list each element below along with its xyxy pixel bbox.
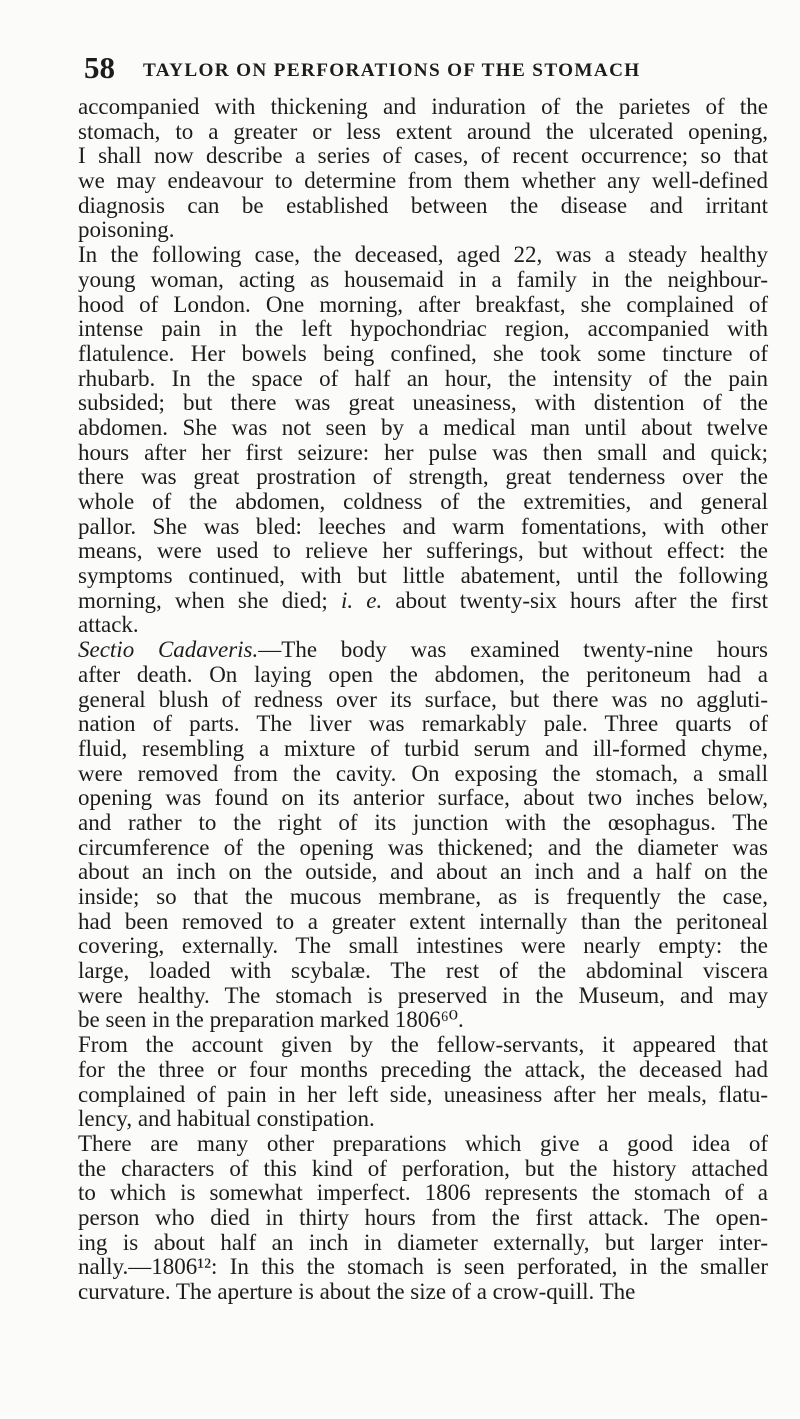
text-line: to which is somewhat imperfect. 1806 represents the stomach of a	[78, 1180, 768, 1206]
text-line: attack.	[78, 612, 139, 638]
text-line: intense pain in the left hypochondriac region, accompanied with	[78, 316, 768, 342]
text-line: were healthy. The stomach is preserved in the Museum, and may	[78, 982, 768, 1008]
text-line: hours after her first seizure: her pulse was then small and quick;	[78, 439, 768, 465]
text-line: Sectio Cadaveris.—The body was examined twenty-nine hours	[78, 637, 768, 663]
text-line: there was great prostration of strength, great tenderness over the	[78, 464, 768, 490]
text-line: after death. On laying open the abdomen, the peritoneum had a	[78, 661, 768, 687]
text-line: and rather to the right of its junction with the œsophagus. The	[78, 809, 768, 835]
text-line: accompanied with thickening and induration of the parietes of the	[78, 94, 768, 119]
text-line: nally.—1806¹²: In this the stomach is seen perforated, in the smaller	[78, 1254, 768, 1280]
text-line: general blush of redness over its surface, but there was no aggluti-	[78, 686, 768, 712]
text-line: curvature. The aperture is about the size of a crow-quill. The	[78, 1279, 636, 1304]
text-line: In the following case, the deceased, aged 22, was a steady healthy	[78, 242, 768, 268]
text-line: young woman, acting as housemaid in a family in the neighbour-	[78, 266, 768, 292]
text-line: inside; so that the mucous membrane, as is frequently the case,	[78, 884, 768, 909]
text-line: ing is about half an inch in diameter externally, but larger inter-	[78, 1229, 768, 1255]
text-line: we may endeavour to determine from them whether any well-defined	[78, 168, 768, 194]
page-number: 58	[84, 50, 115, 85]
text-line: stomach, to a greater or less extent around the ulcerated opening,	[78, 118, 768, 144]
text-line: pallor. She was bled: leeches and warm fomentations, with other	[78, 513, 768, 539]
text-line: for the three or four months preceding the attack, the deceased had	[78, 1056, 768, 1082]
body-text	[78, 95, 768, 1305]
text-line: were removed from the cavity. On exposing the stomach, a small	[78, 760, 768, 786]
text-line: large, loaded with scybalæ. The rest of the abdominal viscera	[78, 958, 768, 984]
text-line: flatulence. Her bowels being confined, she took some tincture of	[78, 340, 768, 366]
text-line: person who died in thirty hours from the first attack. The open-	[78, 1204, 768, 1230]
text-line: hood of London. One morning, after breakfast, she complained of	[78, 291, 768, 317]
text-line: subsided; but there was great uneasiness, with distention of the	[78, 390, 768, 416]
text-line: symptoms continued, with but little abatement, until the following	[78, 563, 768, 589]
text-line: be seen in the preparation marked 1806⁶⁰.	[78, 1007, 464, 1033]
text-line: circumference of the opening was thickened; and the diameter was	[78, 834, 768, 860]
text-line: poisoning.	[78, 217, 175, 243]
text-line: fluid, resembling a mixture of turbid serum and ill-formed chyme,	[78, 735, 768, 761]
text-line: had been removed to a greater extent internally than the peritoneal	[78, 908, 768, 934]
running-head: TAYLOR ON PERFORATIONS OF THE STOMACH	[143, 60, 641, 81]
text-line: rhubarb. In the space of half an hour, the intensity of the pain	[78, 365, 768, 391]
text-line: the characters of this kind of perforation, but the history attached	[78, 1155, 768, 1181]
text-line: abdomen. She was not seen by a medical man until about twelve	[78, 414, 768, 440]
text-line: opening was found on its anterior surface, about two inches below,	[78, 785, 768, 811]
text-line: nation of parts. The liver was remarkably pale. Three quarts of	[78, 711, 768, 737]
text-line: There are many other preparations which give a good idea of	[78, 1130, 768, 1156]
text-line: morning, when she died; i. e. about twenty-six hours after the first	[78, 587, 768, 613]
text-line: means, were used to relieve her sufferings, but without effect: the	[78, 538, 768, 564]
text-line: I shall now describe a series of cases, of recent occurrence; so that	[78, 143, 768, 169]
text-line: diagnosis can be established between the disease and irritant	[78, 192, 768, 218]
text-line: about an inch on the outside, and about an inch and a half on the	[78, 859, 768, 885]
text-line: From the account given by the fellow-servants, it appeared that	[78, 1032, 768, 1058]
text-line: whole of the abdomen, coldness of the extremities, and general	[78, 489, 768, 514]
page-header	[84, 48, 794, 88]
text-line: lency, and habitual constipation.	[78, 1106, 375, 1132]
text-line: covering, externally. The small intestines were nearly empty: the	[78, 933, 768, 959]
text-line: complained of pain in her left side, uneasiness after her meals, flatu-	[78, 1081, 768, 1107]
